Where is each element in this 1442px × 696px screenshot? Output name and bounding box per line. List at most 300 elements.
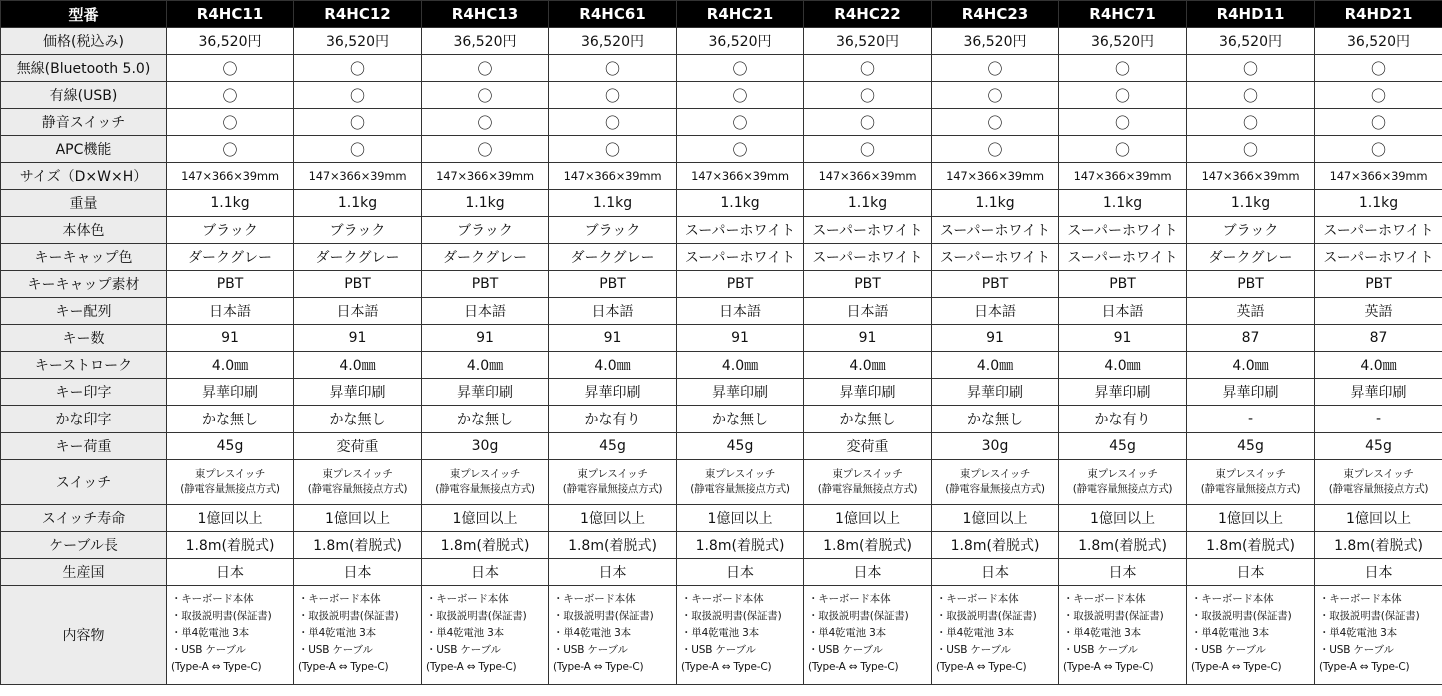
spec-cell: - bbox=[1315, 406, 1442, 433]
spec-cell: 1.1kg bbox=[1187, 190, 1315, 217]
switch-method: (静電容量無接点方式) bbox=[1328, 483, 1429, 495]
spec-cell: 〇 bbox=[1315, 82, 1442, 109]
spec-cell: 36,520円 bbox=[167, 28, 294, 55]
row-label: キー荷重 bbox=[1, 433, 167, 460]
switch-type: 東プレスイッチ bbox=[1343, 468, 1414, 480]
spec-cell: 1億回以上 bbox=[167, 505, 294, 532]
spec-cell: 〇 bbox=[422, 136, 549, 163]
spec-cell: 〇 bbox=[932, 109, 1059, 136]
spec-cell: 〇 bbox=[549, 82, 677, 109]
spec-row bbox=[1, 352, 1442, 379]
contents-cell bbox=[422, 586, 549, 685]
spec-cell: 日本 bbox=[294, 559, 422, 586]
row-label: キーストローク bbox=[1, 352, 167, 379]
row-label: キー配列 bbox=[1, 298, 167, 325]
switch-method: (静電容量無接点方式) bbox=[817, 483, 918, 495]
contents-cell bbox=[1059, 586, 1187, 685]
spec-cell: 30g bbox=[422, 433, 549, 460]
spec-cell: 〇 bbox=[549, 109, 677, 136]
spec-cell: 147×366×39mm bbox=[422, 163, 549, 190]
spec-cell: 147×366×39mm bbox=[932, 163, 1059, 190]
row-label: スイッチ bbox=[1, 460, 167, 505]
row-label: ケーブル長 bbox=[1, 532, 167, 559]
contents-item: (Type-A ⇔ Type-C) bbox=[1191, 661, 1282, 673]
model-header-cell: R4HC11 bbox=[167, 1, 294, 28]
spec-cell: PBT bbox=[549, 271, 677, 298]
spec-cell: 1.8m(着脱式) bbox=[167, 532, 294, 559]
spec-cell: 日本 bbox=[1059, 559, 1187, 586]
contents-list bbox=[1187, 586, 1314, 676]
contents-item: ・キーボード本体 bbox=[681, 593, 764, 605]
spec-cell: 〇 bbox=[422, 82, 549, 109]
spec-cell: 1億回以上 bbox=[677, 505, 804, 532]
contents-list bbox=[422, 586, 548, 676]
spec-cell: 1.8m(着脱式) bbox=[932, 532, 1059, 559]
row-label: 価格(税込み) bbox=[1, 28, 167, 55]
spec-cell: 〇 bbox=[1315, 109, 1442, 136]
spec-row bbox=[1, 532, 1442, 559]
spec-cell: 〇 bbox=[1059, 82, 1187, 109]
spec-cell: 1.1kg bbox=[294, 190, 422, 217]
row-label: 本体色 bbox=[1, 217, 167, 244]
contents-item: ・単4乾電池 3本 bbox=[1319, 627, 1397, 639]
spec-cell: 〇 bbox=[1059, 109, 1187, 136]
spec-cell: 1.8m(着脱式) bbox=[549, 532, 677, 559]
spec-cell: 昇華印刷 bbox=[294, 379, 422, 406]
spec-row bbox=[1, 559, 1442, 586]
contents-item: ・単4乾電池 3本 bbox=[298, 627, 376, 639]
spec-cell: 91 bbox=[549, 325, 677, 352]
spec-cell: 〇 bbox=[932, 55, 1059, 82]
spec-cell: 4.0㎜ bbox=[1187, 352, 1315, 379]
spec-cell: 4.0㎜ bbox=[294, 352, 422, 379]
contents-item: ・単4乾電池 3本 bbox=[1191, 627, 1269, 639]
contents-item: ・USB ケーブル bbox=[936, 644, 1011, 656]
spec-cell: 〇 bbox=[1187, 82, 1315, 109]
spec-cell: 昇華印刷 bbox=[677, 379, 804, 406]
spec-cell: 昇華印刷 bbox=[932, 379, 1059, 406]
spec-cell: 昇華印刷 bbox=[167, 379, 294, 406]
spec-row bbox=[1, 244, 1442, 271]
contents-item: ・取扱説明書(保証書) bbox=[936, 610, 1037, 622]
spec-cell: 1.1kg bbox=[549, 190, 677, 217]
switch-type: 東プレスイッチ bbox=[1215, 468, 1286, 480]
spec-cell: 昇華印刷 bbox=[422, 379, 549, 406]
switch-cell bbox=[932, 460, 1059, 505]
spec-row bbox=[1, 271, 1442, 298]
spec-cell: ダークグレー bbox=[1187, 244, 1315, 271]
contents-item: ・USB ケーブル bbox=[681, 644, 756, 656]
row-label: 生産国 bbox=[1, 559, 167, 586]
header-label: 型番 bbox=[1, 1, 167, 28]
spec-cell: 日本 bbox=[932, 559, 1059, 586]
contents-item: (Type-A ⇔ Type-C) bbox=[298, 661, 389, 673]
spec-cell: 〇 bbox=[677, 109, 804, 136]
spec-cell: 87 bbox=[1187, 325, 1315, 352]
switch-cell bbox=[422, 460, 549, 505]
switch-cell bbox=[677, 460, 804, 505]
row-label: かな印字 bbox=[1, 406, 167, 433]
switch-cell bbox=[1187, 460, 1315, 505]
spec-cell: ブラック bbox=[422, 217, 549, 244]
switch-method: (静電容量無接点方式) bbox=[945, 483, 1045, 495]
row-label: 静音スイッチ bbox=[1, 109, 167, 136]
row-label: 重量 bbox=[1, 190, 167, 217]
spec-cell: - bbox=[1187, 406, 1315, 433]
spec-cell: 日本語 bbox=[294, 298, 422, 325]
spec-cell: 日本語 bbox=[1059, 298, 1187, 325]
spec-row bbox=[1, 325, 1442, 352]
switch-cell bbox=[294, 460, 422, 505]
switch-type: 東プレスイッチ bbox=[704, 468, 776, 480]
spec-cell: 45g bbox=[677, 433, 804, 460]
contents-list bbox=[549, 586, 676, 676]
contents-item: ・単4乾電池 3本 bbox=[171, 627, 249, 639]
contents-item: ・キーボード本体 bbox=[1063, 593, 1146, 605]
spec-cell: PBT bbox=[932, 271, 1059, 298]
model-header-row bbox=[1, 1, 1442, 28]
model-header-cell: R4HC71 bbox=[1059, 1, 1187, 28]
spec-cell: 変荷重 bbox=[294, 433, 422, 460]
spec-cell: 昇華印刷 bbox=[1315, 379, 1442, 406]
spec-cell: 147×366×39mm bbox=[1059, 163, 1187, 190]
spec-cell: 36,520円 bbox=[1187, 28, 1315, 55]
spec-cell: 1億回以上 bbox=[549, 505, 677, 532]
spec-cell: ダークグレー bbox=[294, 244, 422, 271]
contents-item: ・取扱説明書(保証書) bbox=[553, 610, 654, 622]
spec-row bbox=[1, 433, 1442, 460]
spec-cell: 〇 bbox=[294, 109, 422, 136]
contents-list bbox=[677, 586, 803, 676]
model-header-cell: R4HC13 bbox=[422, 1, 549, 28]
spec-cell: 日本語 bbox=[549, 298, 677, 325]
spec-cell: 91 bbox=[1059, 325, 1187, 352]
switch-method: (静電容量無接点方式) bbox=[1072, 483, 1173, 495]
spec-cell: 1.8m(着脱式) bbox=[804, 532, 932, 559]
spec-cell: ブラック bbox=[167, 217, 294, 244]
switch-method: (静電容量無接点方式) bbox=[562, 483, 663, 495]
spec-cell: 日本 bbox=[1315, 559, 1442, 586]
contents-item: ・取扱説明書(保証書) bbox=[298, 610, 399, 622]
spec-cell: 147×366×39mm bbox=[549, 163, 677, 190]
spec-cell: 日本語 bbox=[167, 298, 294, 325]
contents-item: ・取扱説明書(保証書) bbox=[1063, 610, 1164, 622]
spec-cell: 36,520円 bbox=[422, 28, 549, 55]
spec-cell: 〇 bbox=[677, 82, 804, 109]
contents-list bbox=[932, 586, 1058, 676]
spec-cell: 4.0㎜ bbox=[932, 352, 1059, 379]
spec-cell: 4.0㎜ bbox=[1059, 352, 1187, 379]
spec-cell: ダークグレー bbox=[167, 244, 294, 271]
spec-cell: 昇華印刷 bbox=[1059, 379, 1187, 406]
model-header-cell: R4HD21 bbox=[1315, 1, 1442, 28]
spec-cell: 4.0㎜ bbox=[804, 352, 932, 379]
contents-item: ・取扱説明書(保証書) bbox=[171, 610, 272, 622]
spec-cell: 30g bbox=[932, 433, 1059, 460]
switch-type: 東プレスイッチ bbox=[1087, 468, 1158, 480]
spec-cell: 1.8m(着脱式) bbox=[1315, 532, 1442, 559]
spec-cell: 日本 bbox=[549, 559, 677, 586]
spec-row bbox=[1, 217, 1442, 244]
contents-item: ・USB ケーブル bbox=[1063, 644, 1138, 656]
spec-cell: 昇華印刷 bbox=[549, 379, 677, 406]
spec-cell: スーパーホワイト bbox=[1315, 244, 1442, 271]
contents-item: ・キーボード本体 bbox=[426, 593, 509, 605]
spec-cell: 〇 bbox=[1059, 136, 1187, 163]
contents-item: ・USB ケーブル bbox=[808, 644, 883, 656]
spec-cell: 4.0㎜ bbox=[549, 352, 677, 379]
spec-cell: 91 bbox=[932, 325, 1059, 352]
contents-item: ・取扱説明書(保証書) bbox=[681, 610, 782, 622]
spec-cell: 〇 bbox=[1187, 55, 1315, 82]
spec-cell: 〇 bbox=[677, 136, 804, 163]
spec-row bbox=[1, 55, 1442, 82]
spec-cell: 36,520円 bbox=[1059, 28, 1187, 55]
contents-item: ・取扱説明書(保証書) bbox=[1319, 610, 1420, 622]
spec-cell: 〇 bbox=[167, 55, 294, 82]
spec-cell: 1.1kg bbox=[1315, 190, 1442, 217]
switch-cell bbox=[804, 460, 932, 505]
row-label: 無線(Bluetooth 5.0) bbox=[1, 55, 167, 82]
contents-item: ・キーボード本体 bbox=[298, 593, 381, 605]
contents-item: ・単4乾電池 3本 bbox=[553, 627, 631, 639]
spec-cell: 147×366×39mm bbox=[294, 163, 422, 190]
row-label: キーキャップ色 bbox=[1, 244, 167, 271]
model-header-cell: R4HC21 bbox=[677, 1, 804, 28]
spec-cell: PBT bbox=[677, 271, 804, 298]
model-header-cell: R4HC61 bbox=[549, 1, 677, 28]
spec-cell: かな無し bbox=[677, 406, 804, 433]
spec-cell: 91 bbox=[422, 325, 549, 352]
spec-cell: 〇 bbox=[932, 136, 1059, 163]
spec-cell: ダークグレー bbox=[422, 244, 549, 271]
spec-table-body bbox=[1, 28, 1442, 685]
contents-item: ・USB ケーブル bbox=[171, 644, 246, 656]
contents-item: (Type-A ⇔ Type-C) bbox=[1063, 661, 1154, 673]
spec-cell: 日本語 bbox=[804, 298, 932, 325]
spec-cell: 日本語 bbox=[677, 298, 804, 325]
row-label: APC機能 bbox=[1, 136, 167, 163]
spec-cell: 1.1kg bbox=[677, 190, 804, 217]
contents-item: (Type-A ⇔ Type-C) bbox=[171, 661, 262, 673]
spec-cell: 〇 bbox=[294, 82, 422, 109]
contents-item: ・キーボード本体 bbox=[553, 593, 636, 605]
contents-item: (Type-A ⇔ Type-C) bbox=[681, 661, 772, 673]
spec-cell: 45g bbox=[1187, 433, 1315, 460]
spec-cell: 昇華印刷 bbox=[804, 379, 932, 406]
spec-cell: 147×366×39mm bbox=[167, 163, 294, 190]
spec-cell: 〇 bbox=[294, 55, 422, 82]
switch-method: (静電容量無接点方式) bbox=[307, 483, 408, 495]
spec-cell: 〇 bbox=[422, 109, 549, 136]
contents-cell bbox=[804, 586, 932, 685]
spec-cell: 147×366×39mm bbox=[677, 163, 804, 190]
switch-method: (静電容量無接点方式) bbox=[1200, 483, 1301, 495]
spec-cell: 〇 bbox=[804, 136, 932, 163]
spec-cell: 日本 bbox=[677, 559, 804, 586]
spec-cell: 1.8m(着脱式) bbox=[1059, 532, 1187, 559]
spec-cell: PBT bbox=[294, 271, 422, 298]
contents-item: ・単4乾電池 3本 bbox=[936, 627, 1014, 639]
spec-cell: ブラック bbox=[294, 217, 422, 244]
spec-cell: 〇 bbox=[1187, 109, 1315, 136]
contents-item: ・USB ケーブル bbox=[1191, 644, 1266, 656]
spec-cell: 45g bbox=[1315, 433, 1442, 460]
spec-cell: 4.0㎜ bbox=[422, 352, 549, 379]
spec-cell: 1.1kg bbox=[167, 190, 294, 217]
row-label: キー印字 bbox=[1, 379, 167, 406]
spec-row bbox=[1, 82, 1442, 109]
spec-cell: 91 bbox=[804, 325, 932, 352]
switch-cell bbox=[1059, 460, 1187, 505]
contents-cell bbox=[549, 586, 677, 685]
contents-item: ・取扱説明書(保証書) bbox=[426, 610, 527, 622]
switch-type: 東プレスイッチ bbox=[959, 468, 1031, 480]
contents-list bbox=[1315, 586, 1442, 676]
contents-item: ・単4乾電池 3本 bbox=[808, 627, 886, 639]
switch-cell bbox=[167, 460, 294, 505]
switch-method: (静電容量無接点方式) bbox=[180, 483, 280, 495]
spec-cell: 4.0㎜ bbox=[677, 352, 804, 379]
spec-cell: スーパーホワイト bbox=[677, 244, 804, 271]
switch-type: 東プレスイッチ bbox=[194, 468, 266, 480]
spec-row bbox=[1, 406, 1442, 433]
spec-row bbox=[1, 28, 1442, 55]
contents-list bbox=[167, 586, 293, 676]
spec-row bbox=[1, 163, 1442, 190]
spec-cell: 〇 bbox=[1315, 55, 1442, 82]
row-label: キーキャップ素材 bbox=[1, 271, 167, 298]
spec-row bbox=[1, 298, 1442, 325]
spec-cell: 1億回以上 bbox=[422, 505, 549, 532]
spec-cell: 1.1kg bbox=[932, 190, 1059, 217]
model-header-cell: R4HC22 bbox=[804, 1, 932, 28]
spec-cell: スーパーホワイト bbox=[1059, 244, 1187, 271]
spec-cell: 〇 bbox=[804, 82, 932, 109]
spec-cell: 〇 bbox=[549, 136, 677, 163]
contents-item: ・単4乾電池 3本 bbox=[1063, 627, 1141, 639]
contents-cell bbox=[932, 586, 1059, 685]
spec-cell: 87 bbox=[1315, 325, 1442, 352]
contents-cell bbox=[1315, 586, 1442, 685]
spec-cell: 1億回以上 bbox=[932, 505, 1059, 532]
switch-cell bbox=[549, 460, 677, 505]
spec-cell: 36,520円 bbox=[1315, 28, 1442, 55]
spec-cell: 変荷重 bbox=[804, 433, 932, 460]
spec-cell: 45g bbox=[549, 433, 677, 460]
spec-cell: 36,520円 bbox=[932, 28, 1059, 55]
spec-cell: PBT bbox=[804, 271, 932, 298]
spec-cell: かな有り bbox=[1059, 406, 1187, 433]
spec-cell: 〇 bbox=[804, 55, 932, 82]
spec-cell: 日本 bbox=[167, 559, 294, 586]
spec-cell: 〇 bbox=[1187, 136, 1315, 163]
contents-item: ・取扱説明書(保証書) bbox=[1191, 610, 1292, 622]
model-header-cell: R4HC12 bbox=[294, 1, 422, 28]
spec-cell: ブラック bbox=[1187, 217, 1315, 244]
spec-cell: 1.8m(着脱式) bbox=[294, 532, 422, 559]
spec-cell: 日本語 bbox=[422, 298, 549, 325]
spec-cell: 日本語 bbox=[932, 298, 1059, 325]
spec-row bbox=[1, 505, 1442, 532]
contents-cell bbox=[294, 586, 422, 685]
spec-cell: スーパーホワイト bbox=[804, 244, 932, 271]
spec-cell: 昇華印刷 bbox=[1187, 379, 1315, 406]
spec-cell: 〇 bbox=[804, 109, 932, 136]
model-header-cell: R4HC23 bbox=[932, 1, 1059, 28]
spec-cell: PBT bbox=[1187, 271, 1315, 298]
spec-cell: 日本 bbox=[804, 559, 932, 586]
spec-cell: 〇 bbox=[932, 82, 1059, 109]
spec-row bbox=[1, 109, 1442, 136]
spec-cell: スーパーホワイト bbox=[804, 217, 932, 244]
contents-item: ・キーボード本体 bbox=[1319, 593, 1402, 605]
contents-item: ・単4乾電池 3本 bbox=[681, 627, 759, 639]
row-label: 有線(USB) bbox=[1, 82, 167, 109]
contents-item: ・USB ケーブル bbox=[1319, 644, 1394, 656]
row-label: キー数 bbox=[1, 325, 167, 352]
spec-cell: 91 bbox=[167, 325, 294, 352]
spec-cell: 36,520円 bbox=[804, 28, 932, 55]
spec-cell: 1億回以上 bbox=[1059, 505, 1187, 532]
contents-list bbox=[294, 586, 421, 676]
contents-row bbox=[1, 586, 1442, 685]
spec-cell: 〇 bbox=[422, 55, 549, 82]
spec-cell: PBT bbox=[167, 271, 294, 298]
spec-cell: 147×366×39mm bbox=[1315, 163, 1442, 190]
spec-cell: 〇 bbox=[549, 55, 677, 82]
switch-cell bbox=[1315, 460, 1442, 505]
spec-cell: 1.8m(着脱式) bbox=[677, 532, 804, 559]
spec-cell: 147×366×39mm bbox=[1187, 163, 1315, 190]
switch-type: 東プレスイッチ bbox=[832, 468, 903, 480]
switch-method: (静電容量無接点方式) bbox=[690, 483, 790, 495]
spec-cell: PBT bbox=[422, 271, 549, 298]
switch-type: 東プレスイッチ bbox=[449, 468, 521, 480]
contents-list bbox=[1059, 586, 1186, 676]
spec-cell: 1.1kg bbox=[422, 190, 549, 217]
spec-cell: 1.1kg bbox=[804, 190, 932, 217]
spec-cell: 36,520円 bbox=[294, 28, 422, 55]
spec-cell: かな有り bbox=[549, 406, 677, 433]
spec-cell: 1億回以上 bbox=[804, 505, 932, 532]
spec-cell: 147×366×39mm bbox=[804, 163, 932, 190]
spec-cell: ブラック bbox=[549, 217, 677, 244]
spec-cell: 〇 bbox=[677, 55, 804, 82]
spec-cell: 1.1kg bbox=[1059, 190, 1187, 217]
spec-cell: 日本 bbox=[1187, 559, 1315, 586]
contents-item: ・キーボード本体 bbox=[808, 593, 891, 605]
spec-cell: 〇 bbox=[167, 82, 294, 109]
spec-cell: 45g bbox=[1059, 433, 1187, 460]
spec-cell: 日本 bbox=[422, 559, 549, 586]
switch-row bbox=[1, 460, 1442, 505]
spec-cell: かな無し bbox=[422, 406, 549, 433]
spec-cell: 4.0㎜ bbox=[167, 352, 294, 379]
spec-cell: 91 bbox=[677, 325, 804, 352]
spec-cell: かな無し bbox=[804, 406, 932, 433]
spec-cell: 〇 bbox=[167, 136, 294, 163]
spec-cell: スーパーホワイト bbox=[1315, 217, 1442, 244]
contents-item: ・キーボード本体 bbox=[171, 593, 254, 605]
switch-type: 東プレスイッチ bbox=[322, 468, 393, 480]
spec-cell: 英語 bbox=[1187, 298, 1315, 325]
spec-cell: 〇 bbox=[167, 109, 294, 136]
switch-type: 東プレスイッチ bbox=[577, 468, 648, 480]
spec-cell: かな無し bbox=[294, 406, 422, 433]
spec-cell: 〇 bbox=[1315, 136, 1442, 163]
spec-row bbox=[1, 136, 1442, 163]
